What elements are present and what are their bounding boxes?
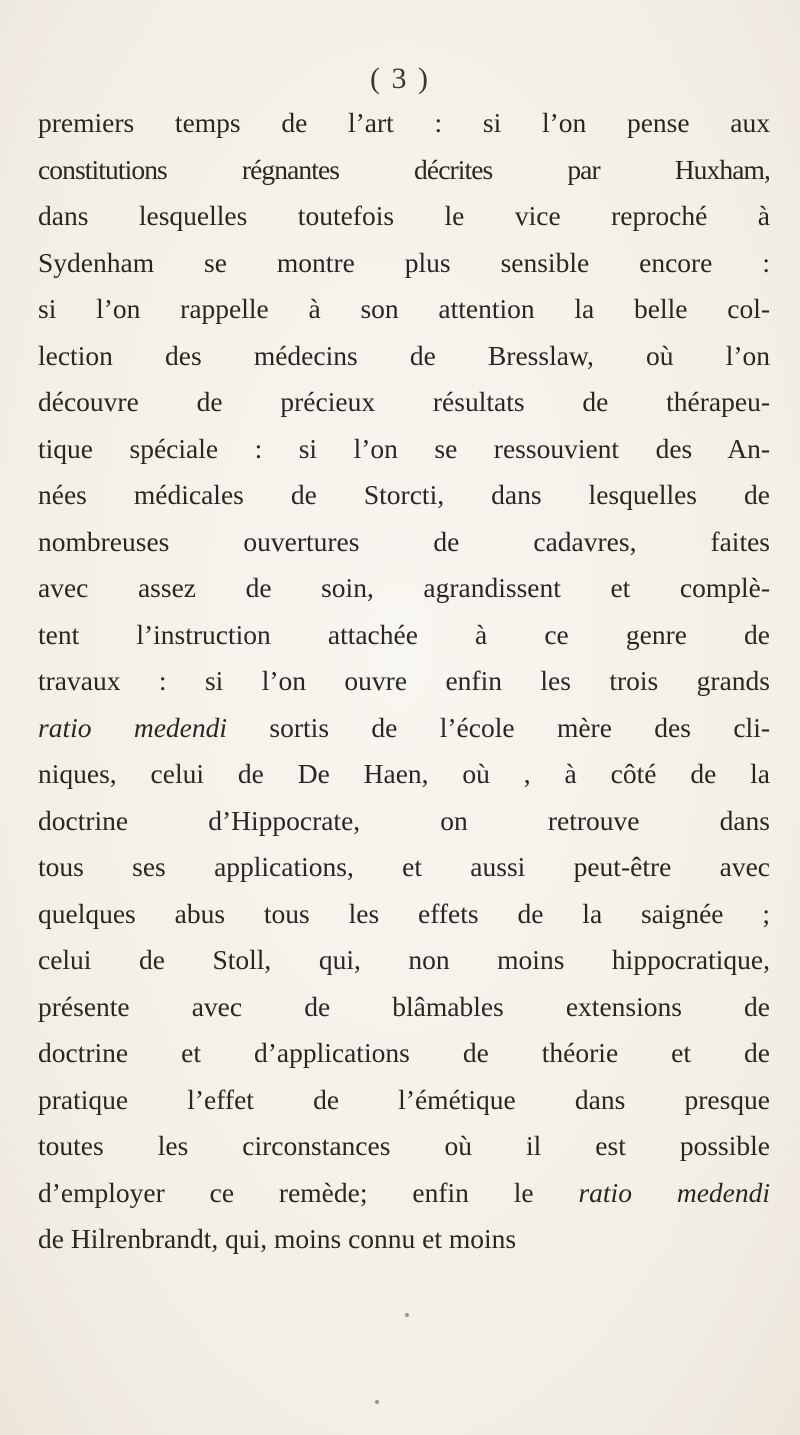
text-line: Sydenham se montre plus sensible encore : [38,246,770,278]
text-line: quelques abus tous les effets de la saignée ; [38,897,770,929]
text-line: tique spéciale : si l’on se ressouvient des An- [38,432,770,464]
text-line: découvre de précieux résultats de thérapeu- [38,386,770,417]
italic-phrase: ratio medendi [38,711,228,743]
text-line: tous ses applications, et aussi peut-être avec [38,851,770,882]
text-line: si l’on rappelle à son attention la belle col- [38,293,770,324]
text-line: ratio medendi sortis de l’école mère des cli- [38,711,770,743]
text-line: premiers temps de l’art : si l’on pense aux [38,107,770,138]
text-line: d’employer ce remède; enfin le ratio medendi [38,1176,770,1208]
text-line: doctrine et d’applications de théorie et de [38,1037,770,1068]
page-number: ( 3 ) [370,62,430,95]
print-speck [375,1400,379,1404]
text-line: nées médicales de Storcti, dans lesquelles de [38,479,770,510]
text-line: avec assez de soin, agrandissent et complè- [38,572,770,603]
print-speck [405,1313,409,1317]
text-line: travaux : si l’on ouvre enfin les trois grands [38,665,770,696]
body-text [38,100,770,1263]
text-line: doctrine d’Hippocrate, on retrouve dans [38,804,770,836]
text-line: de Hilrenbrandt, qui, moins connu et moins [38,1223,517,1254]
text-line: niques, celui de De Haen, où , à côté de la [38,758,770,789]
text-line: tent l’instruction attachée à ce genre de [38,618,770,650]
text-line: constitutions régnantes décrites par Huxham, [38,153,770,185]
text-line: toutes les circonstances où il est possible [38,1130,770,1161]
italic-phrase: ratio medendi [578,1176,770,1208]
text-line: dans lesquelles toutefois le vice reproché à [38,200,770,231]
text-line: présente avec de blâmables extensions de [38,990,770,1022]
text-line: lection des médecins de Bresslaw, où l’on [38,339,770,371]
text-line: pratique l’effet de l’émétique dans presque [38,1083,770,1115]
text-line: celui de Stoll, qui, non moins hippocratique, [38,944,770,975]
text-line: nombreuses ouvertures de cadavres, faites [38,525,770,557]
